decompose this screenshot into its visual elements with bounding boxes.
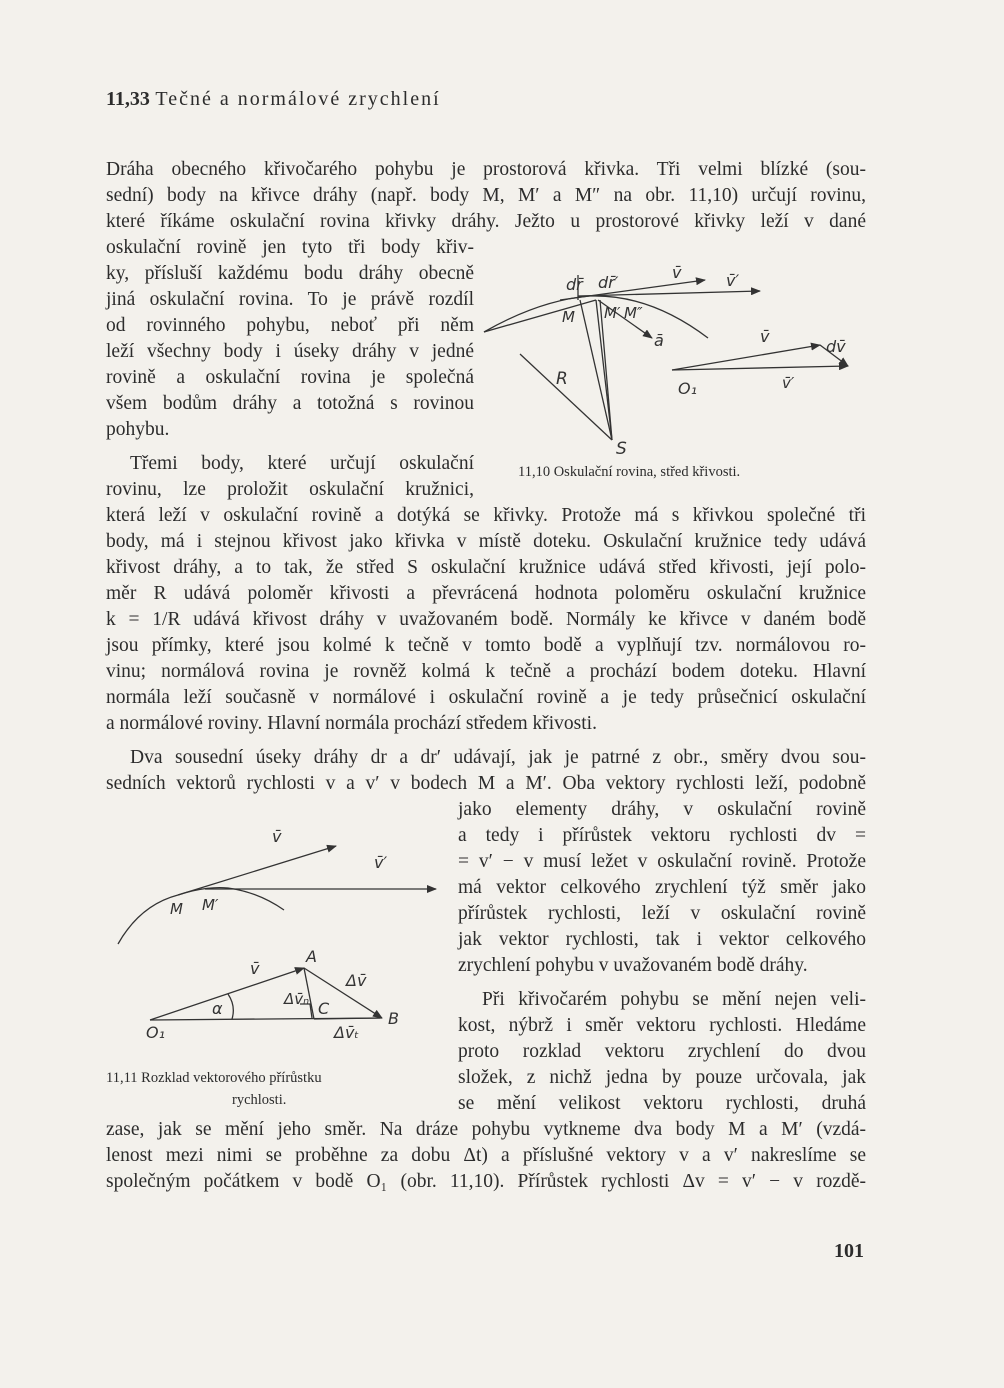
text-line: Dráha obecného křivočarého pohybu je prostorová křivka. Tři velmi blízké (sou-	[106, 159, 866, 180]
vec-dv-2	[304, 968, 382, 1018]
section-title: Tečné a normálové zrychlení	[155, 88, 441, 110]
text-line: lenost mezi nimi se proběhne za dobu Δt) a příslušné vektory v a v′ nakreslíme se	[106, 1145, 866, 1166]
text-line: k = 1/R udává křivost dráhy v uvažovaném bodě. Normály ke křivce v daném bodě	[106, 609, 866, 630]
label-v-2: v̄	[272, 827, 282, 846]
text-line: body, má i stejnou křivost jako křivka v místě doteku. Oskulační kružnice tedy udává	[106, 531, 866, 552]
label-dr-prime: dr̄′	[598, 273, 619, 292]
label-B: B	[388, 1009, 399, 1028]
text-line: jsou přímky, které jsou kolmé k tečně v tomto bodě a vyplňují tzv. normálovou ro-	[106, 635, 866, 656]
label-C: C	[318, 999, 330, 1018]
label-M-double-prime: M″	[624, 304, 643, 322]
text-line: všem bodům dráhy a totožná s rovinou	[106, 393, 474, 414]
velocity-v-2	[178, 846, 336, 895]
text-line: jak vektor rychlosti, tak i vektor celkového	[458, 929, 866, 950]
text-line: měr R udává poloměr křivosti a převrácená hodnota poloměru oskulační kružnice	[106, 583, 866, 604]
text-line: normála leží současně v normálové i oskulační rovině a je tedy průsečnicí oskulační	[106, 687, 866, 708]
text-line: kost, nýbrž i směr vektoru rychlosti. Hledáme	[458, 1015, 866, 1036]
text-line: jiná oskulační rovina. To je právě rozdíl	[106, 289, 474, 310]
text-line: zrychlení pohybu v uvažovaném bodě dráhy.	[458, 955, 808, 976]
label-v-prime-b: v̄′	[782, 374, 795, 392]
path-curve-2	[118, 888, 284, 944]
label-R: R	[556, 369, 568, 389]
label-a: ā	[654, 331, 664, 350]
text-line: sední) body na křivce dráhy (např. body M, M′ a M″ na obr. 11,10) určují rovinu,	[106, 185, 866, 206]
text-line: zase, jak se mění jeho směr. Na dráze pohybu vytkneme dva body M a M′ (vzdá-	[106, 1119, 866, 1140]
text-line: oskulační rovině jen tyto tři body křiv-	[106, 237, 474, 258]
text-line: křivost dráhy, a to tak, že střed S oskulační kružnice udává střed křivosti, její polo-	[106, 557, 866, 578]
label-dv-2: Δv̄	[346, 971, 367, 990]
label-M-2: M	[170, 900, 183, 918]
text-line: Třemi body, které určují oskulační	[130, 453, 474, 474]
text-line: Při křivočarém pohybu se mění nejen veli-	[482, 989, 866, 1010]
label-alpha: α	[212, 999, 223, 1018]
text-line: proto rozklad vektoru zrychlení do dvou	[458, 1041, 866, 1062]
label-M-prime-2: M′	[202, 896, 219, 914]
text-line: složek, z nichž jedna by pouze určovala, jak	[458, 1067, 866, 1088]
text-line: a normálové roviny. Hlavní normála prochází středem křivosti.	[106, 713, 597, 734]
angle-arc	[228, 994, 233, 1019]
text-line: pohybu.	[106, 419, 170, 440]
label-S: S	[616, 439, 627, 459]
label-dv: dv̄	[826, 337, 846, 356]
label-dr: dr̄	[566, 275, 583, 294]
text-line: a tedy i přírůstek vektoru rychlosti dv =	[458, 825, 866, 846]
page-number: 101	[834, 1240, 864, 1262]
vec-O1-A	[150, 968, 304, 1020]
label-v-prime-2: v̄′	[374, 853, 388, 872]
text-line: se mění velikost vektoru rychlosti, druhá	[458, 1093, 866, 1114]
text-line: = v′ − v musí ležet v oskulační rovině. Protože	[458, 851, 866, 872]
label-A: A	[306, 947, 317, 966]
figure-caption-11-10: 11,10 Oskulační rovina, střed křivosti.	[518, 464, 741, 480]
text-line: společným počátkem v bodě O₁ (obr. 11,10). Přírůstek rychlosti Δv = v′ − v rozdě-	[106, 1171, 866, 1192]
text-line: které říkáme oskulační rovina křivky dráhy. Ježto u prostorové křivky leží v dané	[106, 211, 866, 232]
label-M-prime: M′	[604, 304, 621, 322]
text-line: jako elementy dráhy, v oskulační rovině	[458, 799, 866, 820]
text-line: leží všechny body i úseky dráhy v jedné	[106, 341, 474, 362]
label-dvt: Δv̄ₜ	[334, 1023, 360, 1042]
text-line: Dva sousední úseky dráhy dr a dr′ udávají, jak je patrné z obr., směry dvou sou-	[130, 747, 866, 768]
text-line: ky, přísluší každému bodu dráhy obecně	[106, 263, 474, 284]
label-v: v̄	[672, 263, 682, 282]
label-O1-2: O₁	[146, 1023, 166, 1042]
text-line: která leží v oskulační rovině a dotýká se křivky. Protože má s křivkou společné tři	[106, 505, 866, 526]
figure-caption-11-11: 11,11 Rozklad vektorového přírůstku	[106, 1070, 322, 1086]
label-v-b: v̄	[760, 327, 770, 346]
label-v-prime: v̄′	[726, 271, 740, 290]
text-line: od rovinného pohybu, neboť při něm	[106, 315, 474, 336]
label-v-b-2: v̄	[250, 959, 260, 978]
label-O1: O₁	[678, 379, 698, 398]
figure-caption-11-11-cont: rychlosti.	[232, 1092, 287, 1108]
text-line: má vektor celkového zrychlení týž směr jako	[458, 877, 866, 898]
label-M: M	[562, 308, 575, 326]
label-dvn: Δv̄ₙ	[284, 990, 310, 1008]
text-line: vinu; normálová rovina je rovněž kolmá k tečně a prochází bodem doteku. Hlavní	[106, 661, 866, 682]
text-line: rovině a oskulační rovina je společná	[106, 367, 474, 388]
text-line: přírůstek rychlosti, leží v oskulační rovině	[458, 903, 866, 924]
text-line: rovinu, lze proložit oskulační kružnici,	[106, 479, 474, 500]
text-line: sedních vektorů rychlosti v a v′ v bodech M a M′. Oba vektory rychlosti leží, podobně	[106, 773, 866, 794]
section-number: 11,33	[106, 88, 150, 110]
